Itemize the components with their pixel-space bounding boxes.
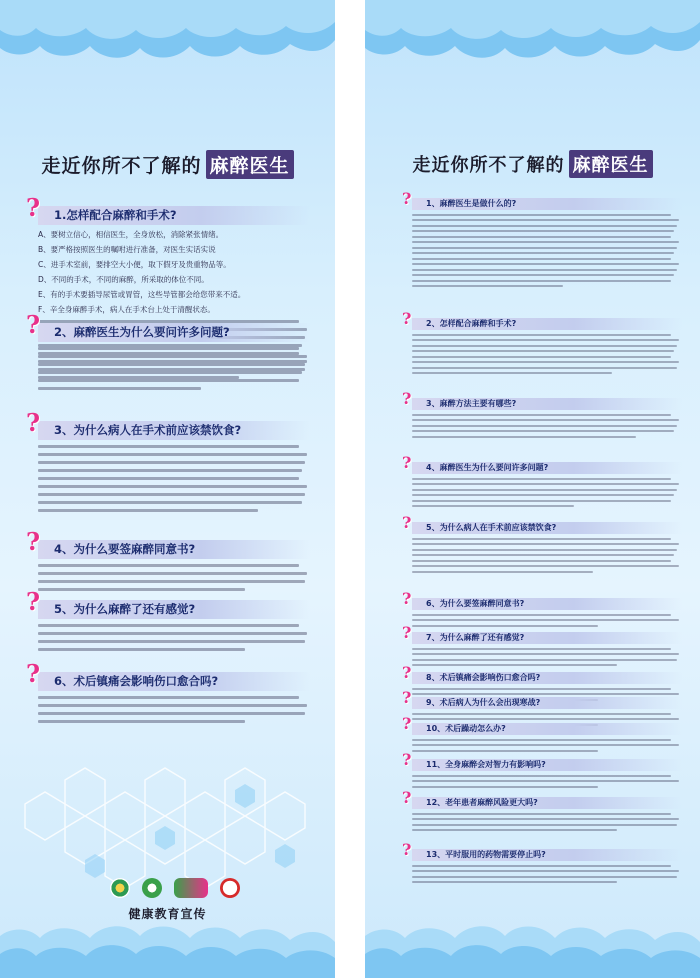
section-r-4 bbox=[402, 453, 682, 511]
section-body bbox=[412, 775, 682, 788]
section-heading-text: 7、为什么麻醉了还有感觉? bbox=[426, 633, 525, 642]
text-line bbox=[412, 430, 674, 432]
text-line bbox=[38, 704, 307, 707]
text-line bbox=[412, 870, 679, 872]
section-body bbox=[412, 414, 682, 438]
text-line bbox=[412, 659, 677, 661]
text-line bbox=[412, 739, 671, 741]
text-line bbox=[412, 419, 679, 421]
question-mark-icon: ? bbox=[26, 527, 41, 556]
text-line bbox=[412, 543, 679, 545]
text-line bbox=[412, 478, 671, 480]
text-line bbox=[38, 580, 305, 583]
no-smoking-icon bbox=[220, 878, 240, 898]
question-mark-icon: ? bbox=[402, 840, 412, 859]
section-r-13 bbox=[402, 840, 682, 887]
section-body bbox=[38, 624, 310, 651]
section-r-12 bbox=[402, 788, 682, 835]
text-line bbox=[412, 285, 563, 287]
section-heading-text: 5、为什么麻醉了还有感觉? bbox=[54, 602, 196, 616]
text-line bbox=[412, 881, 617, 883]
footer-text: 健康教育宣传 bbox=[128, 907, 207, 921]
text-line bbox=[412, 274, 674, 276]
text-line bbox=[38, 720, 245, 723]
text-line bbox=[412, 356, 671, 358]
text-line bbox=[412, 818, 679, 820]
text-line bbox=[412, 339, 679, 341]
section-r-11 bbox=[402, 750, 682, 791]
section-heading bbox=[402, 589, 682, 610]
text-line bbox=[412, 786, 598, 788]
section-body bbox=[38, 347, 310, 390]
text-line bbox=[412, 829, 617, 831]
text-line bbox=[38, 696, 299, 699]
section-body bbox=[412, 813, 682, 832]
text-line bbox=[412, 361, 679, 363]
section-heading bbox=[402, 688, 682, 709]
section-body bbox=[412, 739, 682, 752]
text-line bbox=[412, 263, 679, 265]
section-heading-text: 1.怎样配合麻醉和手术? bbox=[54, 208, 177, 222]
question-mark-icon: ? bbox=[402, 189, 412, 208]
section-heading-text: 9、术后病人为什么会出现寒战? bbox=[426, 698, 541, 707]
section-heading-text: 6、为什么要签麻醉同意书? bbox=[426, 599, 525, 608]
section-r-10 bbox=[402, 714, 682, 755]
section-item-text: F、辛全身麻醉手术，病人在手术台上处于清醒状态。 bbox=[38, 305, 215, 314]
section-l-4 bbox=[26, 527, 310, 596]
text-line bbox=[412, 693, 679, 695]
section-body bbox=[412, 865, 682, 884]
section-heading bbox=[402, 513, 682, 534]
question-mark-icon: ? bbox=[402, 688, 412, 707]
text-line bbox=[412, 619, 679, 621]
text-line bbox=[38, 477, 299, 480]
section-heading-text: 4、麻醉医生为什么要问许多问题? bbox=[426, 463, 549, 472]
section-heading-text: 11、全身麻醉会对智力有影响吗? bbox=[426, 760, 546, 769]
title-highlight-right: 麻醉医生 bbox=[569, 150, 653, 178]
text-line bbox=[412, 334, 671, 336]
text-line bbox=[412, 565, 679, 567]
question-mark-icon: ? bbox=[402, 663, 412, 682]
section-body bbox=[412, 478, 682, 508]
question-mark-icon: ? bbox=[26, 587, 41, 616]
section-heading-text: 4、为什么要签麻醉同意书? bbox=[54, 542, 196, 556]
text-line bbox=[412, 718, 679, 720]
section-heading-text: 5、为什么病人在手术前应该禁饮食? bbox=[426, 523, 557, 532]
question-mark-icon: ? bbox=[402, 589, 412, 608]
text-line bbox=[412, 554, 674, 556]
text-line bbox=[412, 653, 679, 655]
section-r-6 bbox=[402, 589, 682, 630]
hospital-logo bbox=[110, 878, 130, 898]
text-line bbox=[412, 483, 679, 485]
text-line bbox=[38, 461, 305, 464]
text-line bbox=[38, 485, 307, 488]
question-mark-icon: ? bbox=[26, 408, 41, 437]
text-line bbox=[412, 876, 677, 878]
text-line bbox=[412, 750, 598, 752]
text-line bbox=[412, 247, 677, 249]
section-body bbox=[412, 334, 682, 375]
section-heading bbox=[402, 389, 682, 410]
section-l-5 bbox=[26, 587, 310, 656]
text-line bbox=[412, 414, 671, 416]
section-l-3 bbox=[26, 408, 310, 517]
text-line bbox=[412, 367, 677, 369]
section-heading-text: 3、麻醉方法主要有哪些? bbox=[426, 399, 517, 408]
section-l-2 bbox=[26, 310, 310, 395]
section-body bbox=[412, 214, 682, 288]
text-line bbox=[412, 560, 671, 562]
section-heading-text: 2、麻醉医生为什么要问许多问题? bbox=[54, 325, 230, 339]
section-body bbox=[412, 614, 682, 627]
text-line bbox=[412, 813, 671, 815]
section-body bbox=[38, 445, 310, 512]
text-line bbox=[412, 614, 671, 616]
section-heading-text: 2、怎样配合麻醉和手术? bbox=[426, 319, 517, 328]
text-line bbox=[412, 425, 677, 427]
text-line bbox=[412, 713, 671, 715]
text-line bbox=[412, 775, 671, 777]
section-item-text: D、不同的手术，不同的麻醉，所采取的体位不同。 bbox=[38, 275, 209, 284]
text-line bbox=[412, 744, 679, 746]
text-line bbox=[38, 632, 307, 635]
text-line bbox=[412, 436, 636, 438]
section-item-text: B、要严格按照医生的嘱咐进行准备，对医生实话实说 bbox=[38, 245, 216, 254]
section-heading bbox=[26, 193, 310, 225]
text-line bbox=[412, 538, 671, 540]
text-line bbox=[412, 214, 671, 216]
title-highlight: 麻醉医生 bbox=[206, 150, 294, 179]
question-mark-icon: ? bbox=[402, 714, 412, 733]
text-line bbox=[38, 493, 305, 496]
text-line bbox=[412, 824, 677, 826]
text-line bbox=[38, 371, 302, 374]
text-line bbox=[38, 624, 299, 627]
text-line bbox=[38, 347, 299, 350]
page-title-right: 走近你所不了解的 麻醉医生 bbox=[365, 150, 700, 178]
text-line bbox=[412, 230, 674, 232]
text-line bbox=[38, 379, 299, 382]
section-heading bbox=[402, 309, 682, 330]
logo-row bbox=[110, 878, 240, 898]
section-heading bbox=[402, 623, 682, 644]
text-line bbox=[412, 505, 574, 507]
text-line bbox=[412, 269, 677, 271]
text-line bbox=[412, 241, 679, 243]
text-line bbox=[38, 648, 245, 651]
section-heading bbox=[402, 189, 682, 210]
section-heading bbox=[26, 527, 310, 559]
section-r-5 bbox=[402, 513, 682, 576]
text-line bbox=[412, 225, 677, 227]
cloud-border-top-right bbox=[365, 0, 700, 70]
text-line bbox=[38, 712, 305, 715]
text-line bbox=[38, 363, 305, 366]
section-item-text: C、进手术室前，要排空大小便，取下假牙及贵重物品等。 bbox=[38, 260, 231, 269]
section-heading bbox=[402, 750, 682, 771]
section-heading bbox=[402, 840, 682, 861]
section-heading-text: 10、术后躁动怎么办? bbox=[426, 724, 506, 733]
text-line bbox=[412, 236, 671, 238]
section-heading-text: 8、术后镇痛会影响伤口愈合吗? bbox=[426, 673, 541, 682]
section-heading-text: 12、老年患者麻醉风险更大吗? bbox=[426, 798, 538, 807]
question-mark-icon: ? bbox=[26, 310, 41, 339]
section-heading-text: 6、术后镇痛会影响伤口愈合吗? bbox=[54, 674, 219, 688]
text-line bbox=[412, 625, 598, 627]
text-line bbox=[412, 664, 617, 666]
section-heading-text: 13、平时服用的药物需要停止吗? bbox=[426, 850, 546, 859]
cloud-border-top bbox=[0, 0, 335, 70]
section-heading-text: 1、麻醉医生是做什么的? bbox=[426, 199, 517, 208]
text-line bbox=[38, 509, 258, 512]
poster-left bbox=[0, 0, 335, 978]
text-line bbox=[412, 345, 677, 347]
text-line bbox=[412, 372, 612, 374]
text-line bbox=[38, 355, 307, 358]
text-line bbox=[412, 252, 674, 254]
question-mark-icon: ? bbox=[402, 309, 412, 328]
question-mark-icon: ? bbox=[402, 453, 412, 472]
text-line bbox=[412, 500, 671, 502]
section-heading bbox=[402, 788, 682, 809]
section-r-3 bbox=[402, 389, 682, 441]
section-item-text: A、要树立信心，相信医生，全身放松，消除紧张情绪。 bbox=[38, 230, 224, 239]
section-body bbox=[38, 564, 310, 591]
section-heading bbox=[26, 659, 310, 691]
section-heading bbox=[26, 587, 310, 619]
text-line bbox=[38, 640, 305, 643]
section-item-text: E、有的手术要插导尿管或胃管，这些导管都会给您带来不适。 bbox=[38, 290, 246, 299]
section-heading bbox=[402, 453, 682, 474]
section-body bbox=[412, 648, 682, 667]
page-title: 走近你所不了解的 麻醉医生 bbox=[0, 150, 335, 179]
cloud-border-bottom-right bbox=[365, 918, 700, 978]
question-mark-icon: ? bbox=[402, 389, 412, 408]
text-line bbox=[38, 572, 307, 575]
section-heading bbox=[26, 310, 310, 342]
section-heading bbox=[26, 408, 310, 440]
section-r-2 bbox=[402, 309, 682, 378]
question-mark-icon: ? bbox=[26, 193, 41, 222]
section-r-1 bbox=[402, 189, 682, 291]
section-body bbox=[412, 538, 682, 573]
section-l-6 bbox=[26, 659, 310, 728]
text-line bbox=[38, 588, 245, 591]
text-line bbox=[38, 387, 201, 390]
cloud-border-bottom bbox=[0, 918, 335, 978]
question-mark-icon: ? bbox=[402, 513, 412, 532]
text-line bbox=[412, 571, 593, 573]
leaf-logo bbox=[142, 878, 162, 898]
section-heading bbox=[402, 663, 682, 684]
section-heading-text: 3、为什么病人在手术前应该禁饮食? bbox=[54, 423, 242, 437]
text-line bbox=[412, 865, 671, 867]
panel-gap bbox=[335, 0, 365, 978]
text-line bbox=[38, 453, 307, 456]
section-heading bbox=[402, 714, 682, 735]
question-mark-icon: ? bbox=[402, 750, 412, 769]
text-line bbox=[412, 780, 679, 782]
text-line bbox=[412, 688, 671, 690]
text-line bbox=[412, 648, 671, 650]
text-line bbox=[412, 280, 671, 282]
health-logo bbox=[174, 878, 208, 898]
section-r-7 bbox=[402, 623, 682, 670]
text-line bbox=[38, 445, 299, 448]
text-line bbox=[412, 258, 671, 260]
text-line bbox=[412, 494, 674, 496]
question-mark-icon: ? bbox=[402, 788, 412, 807]
text-line bbox=[38, 501, 302, 504]
text-line bbox=[38, 564, 299, 567]
text-line bbox=[412, 219, 679, 221]
text-line bbox=[38, 469, 302, 472]
question-mark-icon: ? bbox=[402, 623, 412, 642]
text-line bbox=[412, 350, 674, 352]
question-mark-icon: ? bbox=[26, 659, 41, 688]
section-body bbox=[38, 696, 310, 723]
text-line bbox=[412, 489, 677, 491]
text-line bbox=[412, 549, 677, 551]
